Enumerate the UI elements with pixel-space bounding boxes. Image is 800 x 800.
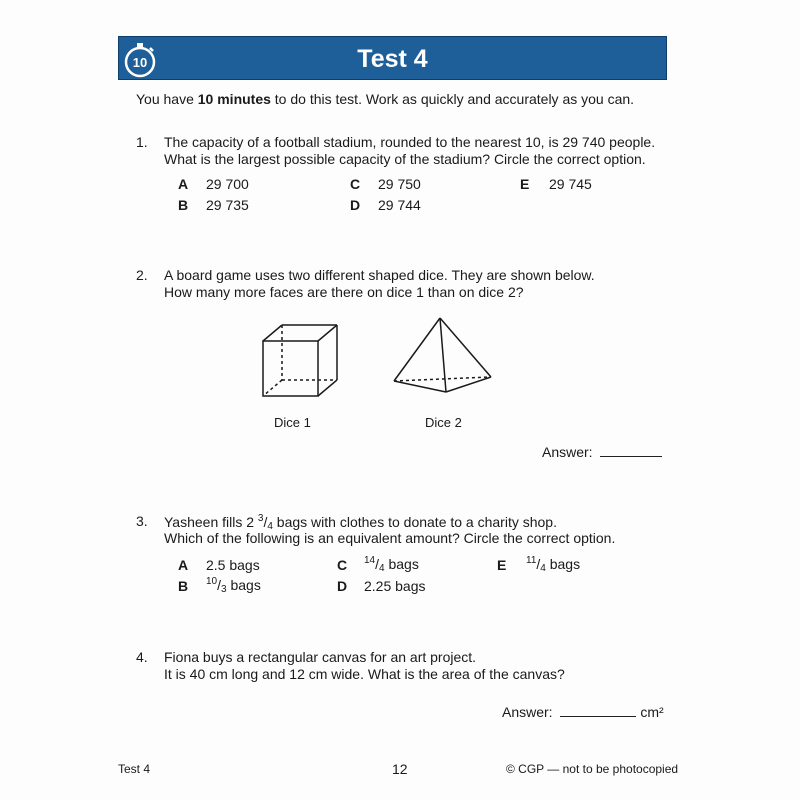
question-3-line-2: Which of the following is an equivalent amount? Circle the correct option.	[164, 530, 616, 546]
q1-option-a-letter[interactable]: A	[178, 176, 189, 192]
question-1-line-1: The capacity of a football stadium, rounded to the nearest 10, is 29 740 people.	[164, 134, 656, 150]
footer-copyright: © CGP — not to be photocopied	[506, 762, 679, 776]
q3-option-d-letter[interactable]: D	[337, 578, 348, 594]
q3-option-a[interactable]: 2.5 bags	[206, 557, 260, 573]
q3-option-b-letter[interactable]: B	[178, 578, 189, 594]
q3-option-c[interactable]: $^{14}/_4$ bags	[364, 555, 419, 574]
instructions: You have 10 minutes to do this test. Work as quickly and accurately as you can.	[136, 91, 635, 107]
q3-option-b[interactable]: $^{10}/_3$ bags	[206, 576, 261, 595]
q1-option-b[interactable]: 29 735	[206, 197, 249, 213]
q1-option-e-letter[interactable]: E	[520, 176, 530, 192]
question-2-line-2: How many more faces are there on dice 1 than on dice 2?	[164, 284, 524, 300]
q2-answer-blank[interactable]	[600, 455, 662, 457]
question-2-line-1: A board game uses two different shaped dice. They are shown below.	[164, 267, 595, 283]
q2-answer-label: Answer:	[542, 444, 593, 460]
page-title: Test 4	[357, 45, 428, 73]
question-1-line-2: What is the largest possible capacity of the stadium? Circle the correct option.	[164, 151, 646, 167]
dice-diagram	[255, 312, 510, 412]
timer-minutes: 10	[132, 55, 148, 70]
q1-option-d-letter[interactable]: D	[350, 197, 361, 213]
stopwatch-icon	[122, 42, 158, 78]
footer-test-label: Test 4	[118, 762, 151, 776]
q1-option-c-letter[interactable]: C	[350, 176, 361, 192]
page-number: 12	[392, 761, 408, 777]
question-3-number: 3.	[136, 513, 148, 529]
question-1-number: 1.	[136, 134, 148, 150]
q4-answer-field[interactable]	[502, 704, 664, 720]
q1-option-e[interactable]: 29 745	[549, 176, 592, 192]
question-2-number: 2.	[136, 267, 148, 283]
q3-option-a-letter[interactable]: A	[178, 557, 189, 573]
q1-option-b-letter[interactable]: B	[178, 197, 189, 213]
question-4-number: 4.	[136, 649, 148, 665]
q3-option-c-letter[interactable]: C	[337, 557, 348, 573]
q4-answer-unit: cm²	[640, 704, 664, 720]
dice-1-label: Dice 1	[274, 415, 311, 430]
tetrahedron-dice	[394, 318, 491, 392]
q4-answer-blank[interactable]	[560, 715, 636, 717]
q3-option-d[interactable]: 2.25 bags	[364, 578, 426, 594]
question-3-line-1: Yasheen fills 2 $^3/_4$ bags with clothes to donate to a charity shop.	[164, 513, 557, 532]
q1-option-c[interactable]: 29 750	[378, 176, 421, 192]
dice-2-label: Dice 2	[425, 415, 462, 430]
q3-option-e[interactable]: $^{11}/_4$ bags	[526, 555, 581, 574]
q1-option-a[interactable]: 29 700	[206, 176, 249, 192]
question-4-line-1: Fiona buys a rectangular canvas for an art project.	[164, 649, 477, 665]
q2-answer-field[interactable]	[542, 444, 662, 460]
cube-dice	[263, 325, 337, 396]
q3-option-e-letter[interactable]: E	[497, 557, 507, 573]
test-header	[118, 36, 667, 80]
q4-answer-label: Answer:	[502, 704, 553, 720]
q1-option-d[interactable]: 29 744	[378, 197, 421, 213]
question-4-line-2: It is 40 cm long and 12 cm wide. What is the area of the canvas?	[164, 666, 565, 682]
